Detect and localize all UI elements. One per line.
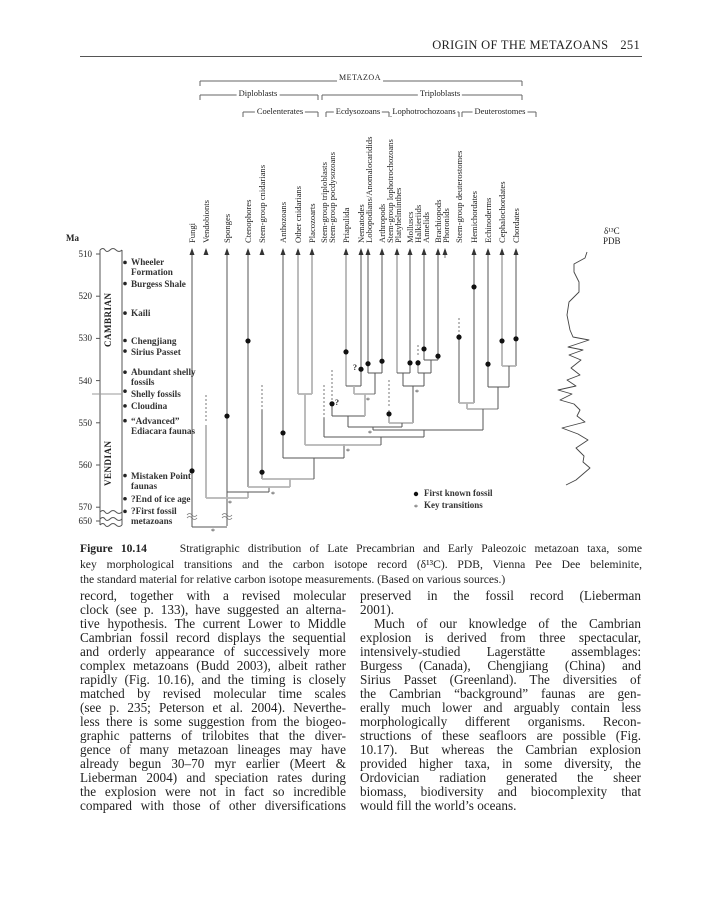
fossil-site-label bbox=[131, 308, 150, 318]
fossil-site-label-line: Abundant shelly bbox=[131, 367, 196, 378]
figure-caption bbox=[80, 541, 642, 588]
fossil-site-label-line: Wheeler bbox=[131, 257, 165, 268]
site-dot bbox=[123, 389, 127, 393]
text-line: Cambrian fossil record displays the sequential bbox=[80, 630, 346, 645]
taxon-label: Brachiopods bbox=[433, 199, 443, 243]
taxon-label: Stem-group deuterostomes bbox=[454, 150, 464, 243]
fossil-site-label bbox=[131, 279, 186, 289]
text-line: Much of our knowledge of the Cambrian bbox=[374, 616, 641, 631]
text-line: and orderly appearance of successively more bbox=[80, 644, 346, 659]
arrow-icon bbox=[260, 248, 265, 255]
isotope-label-pdb: PDB bbox=[603, 236, 621, 246]
group-deuterostomes: Deuterostomes bbox=[474, 106, 526, 116]
site-dot bbox=[123, 311, 127, 315]
text-line: (see p. 235; Peterson et al. 2004). Neverthe- bbox=[80, 700, 346, 715]
fossil-site-label-line: ?End of ice age bbox=[131, 493, 191, 504]
text-line: tive hypothesis. The current Lower to Middle bbox=[80, 616, 346, 631]
caption-line: key morphological transitions and the carbon isotope record (δ¹³C). PDB, Vienna Pee Dee beleminite, bbox=[80, 557, 642, 571]
arrow-icon bbox=[408, 248, 413, 255]
text-line: structions of these seafloors are possible (Fig. bbox=[360, 728, 641, 743]
fossil-site-label bbox=[131, 494, 190, 504]
arrow-icon bbox=[422, 248, 427, 255]
caption-line: Stratigraphic distribution of Late Precambrian and Early Paleozoic metazoan taxa, some bbox=[179, 542, 642, 555]
fossil-site-label bbox=[131, 336, 176, 346]
site-dot bbox=[123, 339, 127, 343]
fossil-site-label bbox=[131, 471, 191, 491]
caption-label: Figure 10.14 bbox=[80, 542, 147, 555]
text-line: record, together with a revised molecular bbox=[80, 588, 346, 603]
arrow-icon bbox=[436, 248, 441, 255]
text-line: less there is some suggestion from the biogeo- bbox=[80, 714, 346, 729]
fossil-site-label-line: metazoans bbox=[131, 516, 173, 527]
caption-line: the standard material for relative carbon isotope measurements. (Based on various sources.) bbox=[80, 573, 506, 586]
taxon-label: Placozoarts bbox=[307, 203, 317, 243]
uncertain-mark: ? bbox=[335, 398, 339, 407]
arrow-icon bbox=[296, 248, 301, 255]
taxon-label: Echinoderms bbox=[483, 197, 493, 243]
fossil-site-label bbox=[131, 389, 181, 399]
taxon-label: Annelids bbox=[421, 211, 432, 243]
axis-tick-label: 560 bbox=[78, 460, 92, 470]
taxon-label: Nematodes bbox=[356, 204, 366, 243]
taxon-label: Anthozoans bbox=[278, 201, 288, 243]
taxon-label: Hemichordates bbox=[469, 190, 479, 243]
axis-tick-label: 550 bbox=[78, 417, 92, 428]
fossil-site-label-line: Chengjiang bbox=[131, 335, 177, 346]
arrow-icon bbox=[366, 248, 371, 255]
axis-tick-label: 510 bbox=[78, 249, 92, 259]
text-line: Burgess (Canada), Chengjiang (China) and bbox=[360, 658, 641, 673]
text-line: complex metazoans (Budd 2003), albeit rather bbox=[80, 658, 346, 673]
site-dot bbox=[123, 404, 127, 408]
text-line: erally much lower and arguably contain less bbox=[360, 700, 641, 715]
site-dot bbox=[123, 282, 127, 286]
text-line: provided higher taxa, in some diversity, the bbox=[360, 756, 641, 771]
text-line: matched by revised molecular time scales bbox=[80, 686, 346, 701]
taxon-label: Chordates bbox=[511, 208, 521, 243]
fossil-site-label-line: Kaili bbox=[131, 308, 151, 319]
wavy-break bbox=[100, 524, 122, 527]
fossil-site-label bbox=[131, 347, 181, 357]
text-line: explosion is derived from three spectacular, bbox=[360, 630, 641, 645]
arrow-icon bbox=[380, 248, 385, 255]
arrow-icon bbox=[204, 248, 209, 255]
page-number: 251 bbox=[620, 38, 640, 52]
first-fossil-dot bbox=[329, 401, 334, 406]
text-line: intensively-studied Lagerstätte assemblages: bbox=[360, 644, 641, 659]
axis-tick-label: 650 bbox=[78, 516, 92, 526]
wavy-break bbox=[100, 511, 122, 514]
axis-label-ma: Ma bbox=[66, 233, 79, 243]
fossil-site-label-line: Ediacara faunas bbox=[131, 425, 196, 436]
fossil-site-label bbox=[131, 416, 195, 436]
uncertain-mark: ? bbox=[353, 363, 357, 372]
text-line: graphic patterns of trilobites that the diver- bbox=[80, 728, 346, 743]
carbon-isotope-curve bbox=[558, 252, 590, 485]
text-line: preserved in the fossil record (Lieberman bbox=[360, 588, 641, 603]
isotope-label-delta: δ¹³C bbox=[603, 226, 620, 236]
taxon-label: Platyhelminthes bbox=[393, 187, 404, 243]
arrow-icon bbox=[395, 248, 400, 255]
taxon-label: Fungi bbox=[187, 222, 197, 243]
taxon-label: Other cnidarians bbox=[293, 185, 303, 243]
fossil-site-label-line: Formation bbox=[131, 267, 173, 278]
text-line: morphologically different organisms. Recon- bbox=[360, 714, 641, 729]
first-fossil-dot bbox=[379, 359, 384, 364]
text-line: Ordovician radiation generated the sheer bbox=[360, 770, 641, 785]
group-coelenterates: Coelenterates bbox=[256, 106, 304, 116]
site-dot bbox=[123, 510, 127, 514]
axis-tick-label: 540 bbox=[78, 375, 92, 386]
legend-star-icon: * bbox=[414, 503, 418, 512]
first-fossil-dot bbox=[224, 413, 229, 418]
axis-tick-label: 520 bbox=[78, 291, 92, 302]
fossil-site-label-line: Shelly fossils bbox=[131, 388, 181, 399]
key-transition-star-icon: * bbox=[366, 396, 370, 405]
group-triploblasts: Triploblasts bbox=[419, 88, 461, 98]
fossil-site-label-line: ?First fossil bbox=[131, 506, 177, 517]
first-fossil-dot bbox=[499, 338, 504, 343]
first-fossil-dot bbox=[471, 284, 476, 289]
taxon-label: Lobopodians/Anomalocaridids bbox=[364, 136, 375, 243]
first-fossil-dot bbox=[513, 336, 518, 341]
text-line: clock (see p. 133), have suggested an alterna- bbox=[80, 602, 346, 617]
group-ecdysozoans: Ecdysozoans bbox=[335, 106, 381, 116]
arrow-icon bbox=[472, 248, 477, 255]
legend-transition: Key transitions bbox=[424, 500, 483, 510]
fossil-site-label bbox=[131, 401, 167, 411]
site-dot bbox=[123, 370, 127, 374]
taxon-label: Vendobionts bbox=[201, 200, 211, 243]
fossil-site-label-line: Cloudina bbox=[131, 400, 168, 411]
group-diploblasts: Diploblasts bbox=[238, 88, 278, 98]
taxon-label: Priapulida bbox=[341, 207, 351, 243]
legend-dot-icon bbox=[414, 492, 418, 496]
text-line: rapidly (Fig. 10.16), and the timing is closely bbox=[80, 672, 346, 687]
arrow-icon bbox=[344, 248, 349, 255]
key-transition-star-icon: * bbox=[228, 499, 232, 508]
text-line: Lieberman 2004) and speciation rates during bbox=[80, 770, 346, 785]
first-fossil-dot bbox=[386, 411, 391, 416]
site-dot bbox=[123, 349, 127, 353]
taxon-label: Stem-group triploblasts bbox=[319, 162, 329, 243]
text-line: Sirius Passet (Greenland). The diversities of bbox=[360, 672, 641, 687]
period-cambrian: CAMBRIAN bbox=[103, 292, 113, 347]
taxon-label: Stem-group lophotrochozoans bbox=[385, 139, 396, 243]
key-transition-star-icon: * bbox=[271, 490, 275, 499]
arrow-icon bbox=[310, 248, 315, 255]
taxon-label: Phoronids bbox=[441, 208, 452, 243]
isotope-label bbox=[603, 226, 621, 246]
running-head-title: ORIGIN OF THE METAZOANS bbox=[432, 38, 609, 52]
first-fossil-dot bbox=[245, 338, 250, 343]
text-line: biomass, biodiversity and biocomplexity that bbox=[360, 784, 641, 799]
first-fossil-dot bbox=[435, 354, 440, 359]
first-fossil-dot bbox=[485, 362, 490, 367]
fossil-site-label-line: faunas bbox=[131, 480, 158, 491]
taxon-label: Sponges bbox=[222, 213, 232, 243]
arrow-icon bbox=[225, 248, 230, 255]
fossil-site-label-line: fossils bbox=[131, 377, 155, 388]
fossil-site-label-line: Sirius Passet bbox=[131, 347, 181, 357]
fossil-site-label bbox=[131, 257, 173, 277]
text-line: gence of many metazoan lineages may have bbox=[80, 742, 346, 757]
axis-tick-label: 530 bbox=[78, 333, 92, 344]
first-fossil-dot bbox=[365, 361, 370, 366]
group-metazoa: METAZOA bbox=[339, 73, 381, 82]
key-transition-star-icon: * bbox=[346, 447, 350, 456]
site-dot bbox=[123, 474, 127, 478]
text-line: would fill the world’s oceans. bbox=[360, 798, 517, 813]
taxon-label: Molluscs bbox=[405, 211, 415, 243]
first-fossil-dot bbox=[415, 360, 420, 365]
text-line: the Cambrian “background” faunas are gen- bbox=[360, 686, 641, 701]
first-fossil-dot bbox=[421, 346, 426, 351]
text-line: 10.17). But whereas the Cambrian explosion bbox=[360, 742, 641, 757]
fossil-site-label bbox=[131, 506, 177, 526]
text-line: the explosion were not in fact so incredible bbox=[80, 784, 346, 799]
wavy-break bbox=[100, 249, 122, 252]
wavy-break bbox=[100, 518, 122, 521]
fossil-site-label-line: “Advanced” bbox=[131, 415, 180, 426]
first-fossil-dot bbox=[343, 349, 348, 354]
arrow-icon bbox=[500, 248, 505, 255]
arrow-icon bbox=[281, 248, 286, 255]
taxon-label: Ctenophores bbox=[243, 199, 253, 243]
site-dot bbox=[123, 419, 127, 423]
fossil-site-label bbox=[131, 367, 196, 387]
text-line: compared with those of other diversifications bbox=[80, 798, 346, 813]
first-fossil-dot bbox=[407, 360, 412, 365]
period-vendian: VENDIAN bbox=[103, 440, 113, 486]
taxon-label: Stem-group pocdysozoans bbox=[327, 152, 338, 243]
taxon-label: Halkieriids bbox=[413, 204, 424, 243]
key-transition-star-icon: * bbox=[368, 429, 372, 438]
first-fossil-dot bbox=[280, 430, 285, 435]
axis-tick-label: 570 bbox=[78, 502, 92, 513]
site-dot bbox=[123, 261, 127, 265]
fossil-site-label-line: Mistaken Point bbox=[131, 470, 191, 481]
arrow-icon bbox=[486, 248, 491, 255]
key-transition-star-icon: * bbox=[211, 527, 215, 536]
key-transition-star-icon: * bbox=[415, 388, 419, 397]
arrow-icon bbox=[514, 248, 519, 255]
text-line: 2001). bbox=[360, 602, 395, 617]
taxon-label: Arthropods bbox=[377, 203, 387, 243]
arrow-icon bbox=[443, 248, 448, 255]
text-line: already begun 30–70 myr earlier (Meert & bbox=[80, 756, 346, 771]
arrow-icon bbox=[359, 248, 364, 255]
fossil-site-label-line: Burgess Shale bbox=[131, 278, 186, 289]
arrow-icon bbox=[190, 248, 195, 255]
legend-fossil: First known fossil bbox=[424, 488, 493, 498]
group-lophotrochozoans: Lophotrochozoans bbox=[392, 106, 456, 116]
taxon-label: Cephalochordates bbox=[497, 181, 507, 243]
first-fossil-dot bbox=[259, 470, 264, 475]
site-dot bbox=[123, 497, 127, 501]
first-fossil-dot bbox=[358, 367, 363, 372]
taxon-label: Stem-group cnidarians bbox=[257, 164, 267, 243]
first-fossil-dot bbox=[456, 335, 461, 340]
arrow-icon bbox=[246, 248, 251, 255]
